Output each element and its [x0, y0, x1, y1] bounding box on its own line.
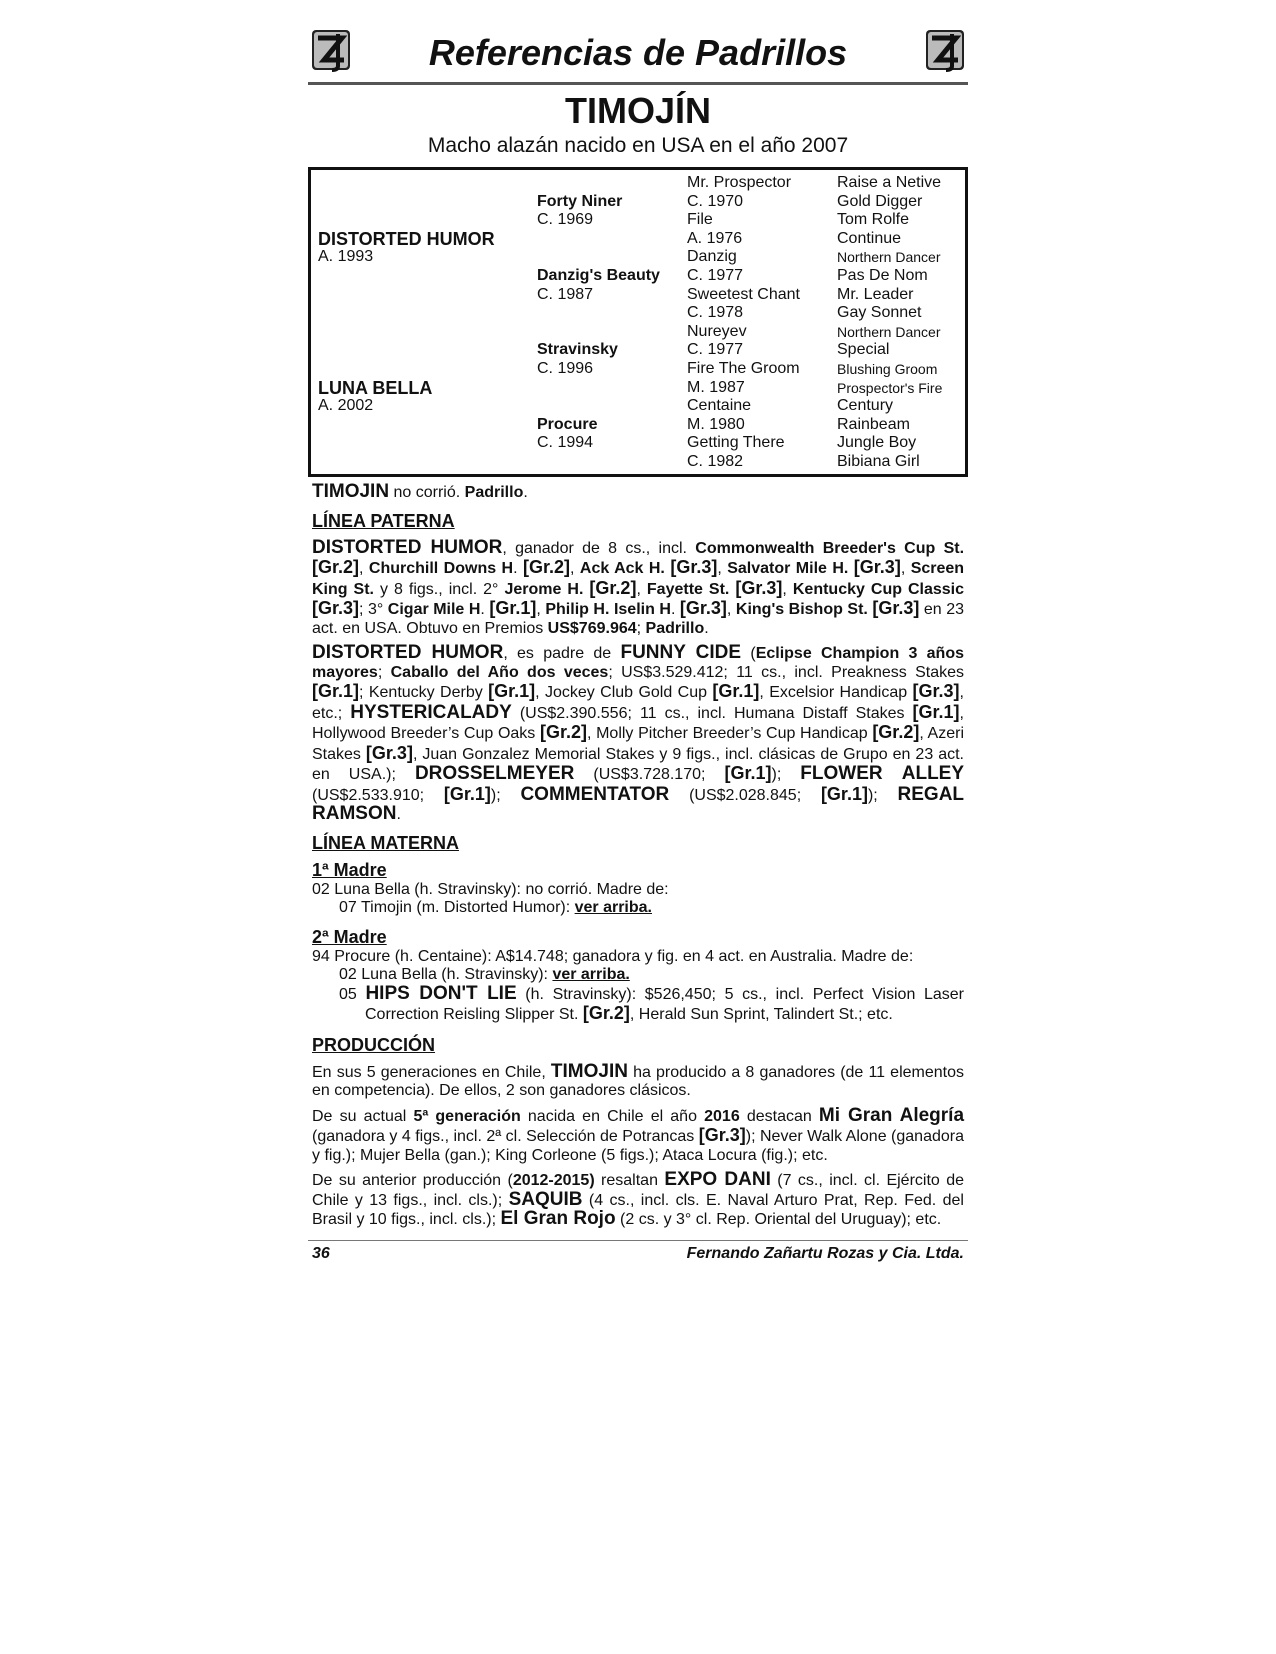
pedigree-cell-gen4: Gold Digger [837, 192, 923, 210]
text-run: , Excelsior Handicap [759, 684, 913, 701]
pedigree-cell-gen3: M. 1980 [687, 415, 745, 433]
pedigree-cell-gen3: C. 1977 [687, 267, 744, 284]
company-name: Fernando Zañartu Rozas y Cia. Ltda. [686, 1244, 964, 1262]
pedigree-cell-gen3: Fire The Groom [687, 360, 800, 377]
text-run: Mi Gran Alegría [818, 1104, 965, 1126]
text-run: 02 Luna Bella (h. Stravinsky): [339, 966, 553, 983]
pedigree-row [311, 174, 965, 193]
pedigree-cell-gen4: Continue [837, 229, 902, 247]
line-item: 02 Luna Bella (h. Stravinsky): no corrió. Madre de: [312, 880, 669, 898]
grade-badge: [Gr.1] [443, 783, 491, 804]
text-run: ); [771, 766, 801, 783]
grade-badge: [Gr.2] [589, 577, 637, 598]
text-run: 5ª generación [413, 1107, 521, 1125]
grade-badge: [Gr.2] [539, 722, 587, 742]
page-footer [308, 1245, 968, 1267]
page-number: 36 [312, 1244, 330, 1262]
section-title-linea-materna: LÍNEA MATERNA [312, 832, 459, 853]
pedigree-cell-gen4: Prospector's Fire [837, 379, 943, 396]
text-run: DISTORTED HUMOR [312, 536, 503, 558]
pedigree-row [311, 230, 965, 249]
pedigree-table [308, 167, 968, 477]
text-run: (h. Stravinsky): $526,450; 5 cs., incl. Perfect Vision Laser Correction Reisling Slipper St. [365, 985, 964, 1023]
text-run: EXPO DANI [664, 1169, 771, 1190]
grade-badge: [Gr.1] [820, 783, 868, 804]
grade-badge: [Gr.3] [872, 598, 920, 618]
text-run: Commonwealth Breeder's Cup St. [695, 539, 965, 557]
text-run: , [359, 560, 369, 577]
fzr-logo-icon [922, 26, 968, 74]
text-run: Padrillo [464, 484, 524, 501]
text-run: . [523, 484, 528, 501]
pedigree-cell-gen4: Raise a Netive [837, 174, 942, 191]
text-run: HIPS DON'T LIE [365, 982, 517, 1004]
pedigree-row [311, 397, 965, 416]
pedigree-cell-gen3: C. 1982 [687, 453, 744, 470]
horse-subtitle: Macho alazán nacido en USA en el año 2007 [427, 134, 849, 157]
subsection-title-primera-madre: 1ª Madre [312, 859, 387, 880]
pedigree-row [311, 434, 965, 453]
pedigree-cell-gen2: Stravinsky [537, 341, 618, 359]
line-item: 94 Procure (h. Centaine): A$14.748; ganadora y fig. en 4 act. en Australia. Madre de: [312, 947, 914, 965]
line-item [312, 899, 964, 918]
text-run: ; [636, 619, 646, 637]
paragraph-produccion-1 [312, 1060, 964, 1101]
subsection-title-segunda-madre: 2ª Madre [312, 926, 387, 947]
status-line [312, 483, 964, 503]
text-run: Jerome H. [504, 580, 584, 598]
pedigree-cell-gen1: A. 2002 [318, 397, 374, 415]
pedigree-cell-gen4: Pas De Nom [837, 267, 928, 284]
pedigree-cell-gen3: C. 1970 [687, 192, 744, 210]
pedigree-row [311, 379, 965, 398]
text-run: De su actual [312, 1107, 414, 1125]
text-run: HYSTERICALADY [350, 701, 512, 723]
pedigree-cell-gen3: Mr. Prospector [687, 174, 792, 191]
section-title-linea-paterna: LÍNEA PATERNA [312, 510, 455, 531]
paragraph-produccion-3 [312, 1171, 964, 1230]
pedigree-cell-gen1: LUNA BELLA [318, 377, 433, 398]
pedigree-cell-gen2: C. 1987 [537, 285, 594, 303]
text-run: 2016 [704, 1107, 740, 1125]
grade-badge: [Gr.1] [489, 598, 537, 618]
pedigree-cell-gen3: File [687, 211, 713, 229]
text-run: ); Never Walk Alone (ganadora y fig.); Mujer Bella (gan.); King Corleone (5 figs.); Ataca Locura (fig.); etc. [312, 1128, 964, 1164]
text-run: ); [490, 786, 521, 804]
pedigree-cell-gen4: Blushing Groom [837, 361, 938, 377]
paragraph-produccion-2 [312, 1104, 965, 1166]
grade-badge: [Gr.2] [872, 722, 920, 742]
text-run: ; 3° [359, 601, 388, 618]
text-run: 07 Timojin (m. Distorted Humor): [339, 899, 575, 916]
text-run: ; Kentucky Derby [359, 684, 489, 701]
text-run: El Gran Rojo [500, 1208, 616, 1229]
pedigree-row [311, 211, 965, 230]
text-run: Eclipse Champion 3 años mayores [312, 645, 964, 681]
grade-badge: [Gr.3] [735, 577, 783, 598]
grade-badge: [Gr.3] [670, 557, 718, 577]
pedigree-row [311, 193, 965, 212]
pedigree-cell-gen2: C. 1969 [537, 211, 594, 229]
text-run: Screen King St. [312, 560, 965, 598]
text-run: . [704, 619, 709, 637]
pedigree-row [311, 341, 965, 360]
text-run: Salvator Mile H. [727, 560, 849, 577]
text-run: , ganador de 8 cs., incl. [502, 539, 696, 557]
text-run: . [480, 601, 490, 618]
text-run: (2 cs. y 3° cl. Rep. Oriental del Uruguay); etc. [615, 1211, 942, 1228]
text-run: Fayette St. [646, 580, 730, 598]
text-run: , Molly Pitcher Breeder’s Cup Handicap [586, 725, 873, 742]
pedigree-cell-gen4: Northern Dancer [837, 323, 941, 340]
text-run: En sus 5 generaciones en Chile, [312, 1063, 551, 1081]
text-run: no corrió. [389, 484, 465, 501]
grade-badge: [Gr.3] [365, 742, 413, 763]
pedigree-cell-gen3: Nureyev [687, 322, 747, 340]
pedigree-cell-gen4: Rainbeam [837, 415, 910, 433]
text-run: , [536, 601, 546, 618]
text-run: , etc.; [312, 684, 964, 722]
pedigree-cell-gen2: Forty Niner [537, 192, 623, 210]
text-run: DROSSELMEYER [414, 763, 575, 784]
pedigree-cell-gen1: A. 1993 [318, 248, 374, 266]
pedigree-cell-gen3: C. 1977 [687, 341, 744, 359]
pedigree-row [311, 267, 965, 286]
pedigree-row [311, 248, 965, 267]
grade-badge: [Gr.1] [912, 701, 960, 722]
grade-badge: [Gr.3] [679, 598, 727, 618]
text-run: , es padre de [503, 645, 621, 662]
text-run: ; US$3.529.412; 11 cs., incl. Preakness Stakes [608, 663, 965, 681]
text-run: FUNNY CIDE [620, 642, 742, 663]
section-title-produccion: PRODUCCIÓN [312, 1034, 436, 1055]
text-run: REGAL RAMSON [312, 783, 965, 824]
text-run: Cigar Mile H [387, 601, 481, 618]
grade-badge: [Gr.3] [312, 598, 360, 618]
text-run: Padrillo [645, 619, 705, 637]
grade-badge: [Gr.3] [912, 681, 960, 701]
grade-badge: [Gr.2] [312, 557, 360, 577]
pedigree-cell-gen4: Gay Sonnet [837, 304, 922, 322]
text-run: Ack Ack H. [579, 560, 665, 577]
pedigree-cell-gen4: Northern Dancer [837, 249, 941, 266]
text-run: (US$3.728.170; [574, 766, 725, 783]
text-run: , Herald Sun Sprint, Talindert St.; etc. [629, 1006, 893, 1023]
text-run: en 23 act. en USA. Obtuvo en Premios [312, 601, 965, 637]
grade-badge: [Gr.1] [488, 681, 536, 701]
pedigree-row [311, 453, 965, 472]
footer-divider [308, 1240, 968, 1241]
pedigree-row [311, 360, 965, 379]
pedigree-row [311, 323, 965, 342]
page-header-title: Referencias de Padrillos [428, 32, 848, 73]
text-run: nacida en Chile el año [520, 1107, 705, 1125]
text-run: COMMENTATOR [520, 783, 670, 805]
text-run: , Hollywood Breeder’s Cup Oaks [312, 704, 964, 742]
grade-badge: [Gr.1] [312, 681, 360, 701]
grade-badge: [Gr.2] [582, 1003, 630, 1023]
pedigree-cell-gen2: C. 1994 [537, 434, 594, 452]
paragraph-paterna-1 [312, 536, 965, 639]
grade-badge: [Gr.1] [712, 681, 760, 701]
text-run: , [726, 601, 736, 618]
text-run: SAQUIB [508, 1188, 583, 1210]
pedigree-cell-gen2: C. 1996 [537, 360, 594, 377]
header-divider [308, 82, 968, 85]
pedigree-cell-gen4: Century [837, 397, 894, 415]
pedigree-cell-gen2: Procure [537, 415, 598, 433]
pedigree-cell-gen3: Getting There [687, 434, 785, 452]
pedigree-cell-gen3: Danzig [687, 248, 737, 266]
ver-arriba-link[interactable]: ver arriba. [552, 966, 630, 983]
text-run: Churchill Downs H [368, 560, 514, 577]
text-run: (US$2.390.556; 11 cs., incl. Humana Distaff Stakes [511, 704, 913, 722]
text-run: DISTORTED HUMOR [312, 642, 504, 663]
paragraph-paterna-2 [312, 644, 964, 825]
document-body [308, 483, 968, 1230]
pedigree-cell-gen3: Centaine [687, 397, 752, 415]
text-run: King's Bishop St. [735, 601, 868, 618]
pedigree-cell-gen3: Sweetest Chant [687, 285, 800, 303]
text-run: , [782, 580, 793, 598]
text-run: 2012-2015) [512, 1172, 595, 1189]
pedigree-cell-gen2: Danzig's Beauty [537, 267, 660, 284]
text-run: , Juan Gonzalez Memorial Stakes y 9 figs., incl. clásicas de Grupo en 23 act. en USA.); [312, 745, 965, 783]
text-run: FLOWER ALLEY [800, 763, 965, 784]
text-run: (ganadora y 4 figs., incl. 2ª cl. Selección de Potrancas [312, 1128, 699, 1145]
text-run: ); [867, 786, 898, 804]
text-run: 05 [339, 985, 366, 1003]
text-run: . [513, 560, 523, 577]
text-run: Caballo del Año dos veces [390, 663, 609, 681]
grade-badge: [Gr.1] [724, 763, 772, 783]
text-run: Philip H. Iselin H [545, 601, 671, 618]
ver-arriba-link[interactable]: ver arriba. [574, 899, 652, 916]
text-run: , Jockey Club Gold Cup [535, 684, 713, 701]
pedigree-cell-gen4: Jungle Boy [837, 434, 917, 452]
text-run: , [900, 560, 911, 577]
line-item [312, 982, 964, 1025]
text-run: (US$2.533.910; [312, 786, 444, 804]
text-run: . [396, 806, 401, 823]
pedigree-cell-gen3: A. 1976 [687, 229, 743, 247]
pedigree-cell-gen4: Special [837, 341, 890, 359]
grade-badge: [Gr.2] [523, 557, 571, 577]
horse-name-inline: TIMOJIN [312, 481, 390, 502]
page-header [308, 22, 968, 80]
text-run: Kentucky Cup Classic [792, 580, 965, 598]
pedigree-cell-gen1: DISTORTED HUMOR [318, 228, 495, 249]
pedigree-cell-gen4: Mr. Leader [837, 285, 914, 303]
text-run: resaltan [594, 1172, 665, 1189]
text-run: ; [377, 663, 391, 681]
text-run: ( [741, 645, 756, 662]
text-run: . [670, 601, 680, 618]
pedigree-cell-gen4: Bibiana Girl [837, 453, 920, 470]
text-run: De su anterior producción ( [312, 1172, 513, 1189]
text-run: TIMOJIN [550, 1060, 628, 1082]
pedigree-cell-gen3: C. 1978 [687, 304, 744, 322]
horse-name: TIMOJÍN [564, 90, 711, 131]
text-run: , Azeri Stakes [312, 725, 965, 763]
text-run: , [717, 560, 728, 577]
text-run: (7 cs., incl. cl. Ejército de Chile y 13 figs., incl. cls.); [312, 1172, 965, 1209]
text-run: y 8 figs., incl. 2° [374, 580, 505, 598]
pedigree-cell-gen3: M. 1987 [687, 378, 745, 396]
text-run: (US$2.028.845; [669, 786, 821, 804]
pedigree-row [311, 286, 965, 305]
text-run: ha producido a 8 ganadores (de 11 elementos en competencia). De ellos, 2 son ganadores clásicos. [312, 1063, 964, 1099]
text-run: (4 cs., incl. cls. E. Naval Arturo Prat, Rep. Fed. del Brasil y 10 figs., incl. cls.); [312, 1191, 964, 1228]
pedigree-row [311, 416, 965, 435]
text-run: , [570, 560, 580, 577]
document-page [308, 22, 968, 1267]
text-run: destacan [739, 1107, 819, 1125]
pedigree-row [311, 304, 965, 323]
text-run: US$769.964 [547, 619, 637, 637]
grade-badge: [Gr.3] [698, 1125, 746, 1145]
pedigree-cell-gen4: Tom Rolfe [837, 211, 910, 229]
grade-badge: [Gr.3] [853, 557, 901, 577]
text-run: , [636, 580, 647, 598]
